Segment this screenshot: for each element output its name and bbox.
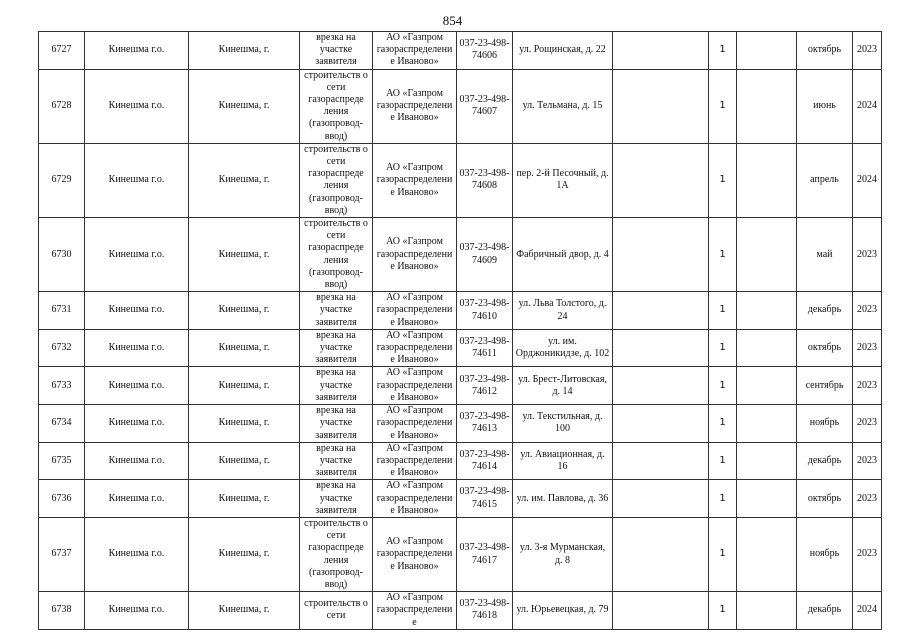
work-type-cell: врезка на участке заявителя	[300, 32, 373, 70]
quantity-cell: 1	[709, 480, 737, 518]
empty-cell	[613, 592, 709, 630]
organization-cell: АО «Газпром газораспределение Иваново»	[373, 442, 457, 480]
organization-cell: АО «Газпром газораспределение Иваново»	[373, 32, 457, 70]
year-cell: 2023	[853, 517, 882, 591]
locality-cell: Кинешма, г.	[189, 32, 300, 70]
work-type-cell: строительств о сети газораспреде ления (газопровод-ввод)	[300, 517, 373, 591]
application-code-cell: 037-23-498-74613	[457, 405, 513, 443]
row-number: 6733	[39, 367, 85, 405]
address-cell: пер. 2-й Песочный, д. 1А	[513, 143, 613, 217]
organization-cell: АО «Газпром газораспределение Иваново»	[373, 69, 457, 143]
year-cell: 2023	[853, 32, 882, 70]
district-cell: Кинешма г.о.	[85, 329, 189, 367]
table-row	[39, 32, 882, 70]
quantity-cell: 1	[709, 143, 737, 217]
empty-cell	[613, 143, 709, 217]
empty-cell	[613, 329, 709, 367]
district-cell: Кинешма г.о.	[85, 480, 189, 518]
address-cell: ул. Рощинская, д. 22	[513, 32, 613, 70]
month-cell: октябрь	[797, 480, 853, 518]
empty-cell	[737, 592, 797, 630]
address-cell: ул. 3-я Мурманская, д. 8	[513, 517, 613, 591]
work-type-cell: врезка на участке заявителя	[300, 292, 373, 330]
organization-cell: АО «Газпром газораспределение Иваново»	[373, 405, 457, 443]
row-number: 6727	[39, 32, 85, 70]
work-type-cell: строительств о сети газораспреде ления (газопровод-ввод)	[300, 218, 373, 292]
empty-cell	[613, 292, 709, 330]
empty-cell	[737, 329, 797, 367]
page-number: 854	[442, 13, 463, 28]
work-type-cell: врезка на участке заявителя	[300, 329, 373, 367]
application-code-cell: 037-23-498-74607	[457, 69, 513, 143]
address-cell: ул. Тельмана, д. 15	[513, 69, 613, 143]
district-cell: Кинешма г.о.	[85, 405, 189, 443]
locality-cell: Кинешма, г.	[189, 367, 300, 405]
address-cell: ул. Юрьевецкая, д. 79	[513, 592, 613, 630]
district-cell: Кинешма г.о.	[85, 367, 189, 405]
year-cell: 2023	[853, 329, 882, 367]
year-cell: 2023	[853, 367, 882, 405]
year-cell: 2023	[853, 442, 882, 480]
row-number: 6728	[39, 69, 85, 143]
empty-cell	[737, 405, 797, 443]
locality-cell: Кинешма, г.	[189, 218, 300, 292]
application-code-cell: 037-23-498-74610	[457, 292, 513, 330]
month-cell: декабрь	[797, 592, 853, 630]
district-cell: Кинешма г.о.	[85, 592, 189, 630]
table-row	[39, 405, 882, 443]
locality-cell: Кинешма, г.	[189, 442, 300, 480]
application-code-cell: 037-23-498-74615	[457, 480, 513, 518]
empty-cell	[613, 480, 709, 518]
empty-cell	[737, 480, 797, 518]
organization-cell: АО «Газпром газораспределение Иваново»	[373, 218, 457, 292]
quantity-cell: 1	[709, 592, 737, 630]
month-cell: ноябрь	[797, 517, 853, 591]
quantity-cell: 1	[709, 517, 737, 591]
quantity-cell: 1	[709, 218, 737, 292]
row-number: 6737	[39, 517, 85, 591]
locality-cell: Кинешма, г.	[189, 480, 300, 518]
work-type-cell: строительств о сети газораспреде ления (газопровод-ввод)	[300, 143, 373, 217]
empty-cell	[737, 69, 797, 143]
quantity-cell: 1	[709, 32, 737, 70]
empty-cell	[737, 442, 797, 480]
address-cell: Фабричный двор, д. 4	[513, 218, 613, 292]
organization-cell: АО «Газпром газораспределение Иваново»	[373, 480, 457, 518]
empty-cell	[737, 143, 797, 217]
application-code-cell: 037-23-498-74608	[457, 143, 513, 217]
empty-cell	[737, 218, 797, 292]
locality-cell: Кинешма, г.	[189, 517, 300, 591]
table-row	[39, 143, 882, 217]
table-body	[39, 32, 882, 630]
month-cell: декабрь	[797, 442, 853, 480]
gasification-registry-table	[38, 31, 882, 630]
quantity-cell: 1	[709, 69, 737, 143]
district-cell: Кинешма г.о.	[85, 69, 189, 143]
table-row	[39, 69, 882, 143]
empty-cell	[613, 69, 709, 143]
month-cell: май	[797, 218, 853, 292]
row-number: 6729	[39, 143, 85, 217]
year-cell: 2024	[853, 69, 882, 143]
month-cell: октябрь	[797, 32, 853, 70]
quantity-cell: 1	[709, 442, 737, 480]
empty-cell	[613, 218, 709, 292]
table-row	[39, 329, 882, 367]
organization-cell: АО «Газпром газораспределение Иваново»	[373, 329, 457, 367]
table-row	[39, 592, 882, 630]
application-code-cell: 037-23-498-74614	[457, 442, 513, 480]
empty-cell	[737, 32, 797, 70]
empty-cell	[613, 442, 709, 480]
row-number: 6734	[39, 405, 85, 443]
quantity-cell: 1	[709, 329, 737, 367]
work-type-cell: строительств о сети	[300, 592, 373, 630]
locality-cell: Кинешма, г.	[189, 592, 300, 630]
month-cell: июнь	[797, 69, 853, 143]
row-number: 6730	[39, 218, 85, 292]
work-type-cell: врезка на участке заявителя	[300, 442, 373, 480]
organization-cell: АО «Газпром газораспределение Иваново»	[373, 143, 457, 217]
row-number: 6732	[39, 329, 85, 367]
locality-cell: Кинешма, г.	[189, 329, 300, 367]
row-number: 6738	[39, 592, 85, 630]
address-cell: ул. Льва Толстого, д. 24	[513, 292, 613, 330]
quantity-cell: 1	[709, 405, 737, 443]
application-code-cell: 037-23-498-74611	[457, 329, 513, 367]
year-cell: 2023	[853, 405, 882, 443]
table-row	[39, 517, 882, 591]
locality-cell: Кинешма, г.	[189, 292, 300, 330]
year-cell: 2023	[853, 480, 882, 518]
year-cell: 2023	[853, 218, 882, 292]
district-cell: Кинешма г.о.	[85, 32, 189, 70]
locality-cell: Кинешма, г.	[189, 69, 300, 143]
table-row	[39, 442, 882, 480]
month-cell: апрель	[797, 143, 853, 217]
month-cell: октябрь	[797, 329, 853, 367]
organization-cell: АО «Газпром газораспределение Иваново»	[373, 517, 457, 591]
month-cell: сентябрь	[797, 367, 853, 405]
table-row	[39, 367, 882, 405]
work-type-cell: врезка на участке заявителя	[300, 480, 373, 518]
empty-cell	[613, 32, 709, 70]
address-cell: ул. им. Павлова, д. 36	[513, 480, 613, 518]
table-row	[39, 292, 882, 330]
address-cell: ул. Авиационная, д. 16	[513, 442, 613, 480]
empty-cell	[737, 367, 797, 405]
month-cell: декабрь	[797, 292, 853, 330]
application-code-cell: 037-23-498-74612	[457, 367, 513, 405]
empty-cell	[613, 405, 709, 443]
address-cell: ул. им. Орджоникидзе, д. 102	[513, 329, 613, 367]
district-cell: Кинешма г.о.	[85, 292, 189, 330]
empty-cell	[737, 517, 797, 591]
district-cell: Кинешма г.о.	[85, 517, 189, 591]
empty-cell	[613, 367, 709, 405]
row-number: 6736	[39, 480, 85, 518]
quantity-cell: 1	[709, 292, 737, 330]
table-row	[39, 218, 882, 292]
year-cell: 2023	[853, 292, 882, 330]
row-number: 6735	[39, 442, 85, 480]
district-cell: Кинешма г.о.	[85, 442, 189, 480]
quantity-cell: 1	[709, 367, 737, 405]
locality-cell: Кинешма, г.	[189, 405, 300, 443]
locality-cell: Кинешма, г.	[189, 143, 300, 217]
month-cell: ноябрь	[797, 405, 853, 443]
year-cell: 2024	[853, 592, 882, 630]
address-cell: ул. Брест-Литовская, д. 14	[513, 367, 613, 405]
application-code-cell: 037-23-498-74618	[457, 592, 513, 630]
district-cell: Кинешма г.о.	[85, 218, 189, 292]
work-type-cell: врезка на участке заявителя	[300, 367, 373, 405]
application-code-cell: 037-23-498-74617	[457, 517, 513, 591]
year-cell: 2024	[853, 143, 882, 217]
table-row	[39, 480, 882, 518]
organization-cell: АО «Газпром газораспределение	[373, 592, 457, 630]
organization-cell: АО «Газпром газораспределение Иваново»	[373, 367, 457, 405]
empty-cell	[737, 292, 797, 330]
application-code-cell: 037-23-498-74609	[457, 218, 513, 292]
address-cell: ул. Текстильная, д. 100	[513, 405, 613, 443]
row-number: 6731	[39, 292, 85, 330]
work-type-cell: строительств о сети газораспреде ления (газопровод-ввод)	[300, 69, 373, 143]
organization-cell: АО «Газпром газораспределение Иваново»	[373, 292, 457, 330]
work-type-cell: врезка на участке заявителя	[300, 405, 373, 443]
empty-cell	[613, 517, 709, 591]
application-code-cell: 037-23-498-74606	[457, 32, 513, 70]
district-cell: Кинешма г.о.	[85, 143, 189, 217]
